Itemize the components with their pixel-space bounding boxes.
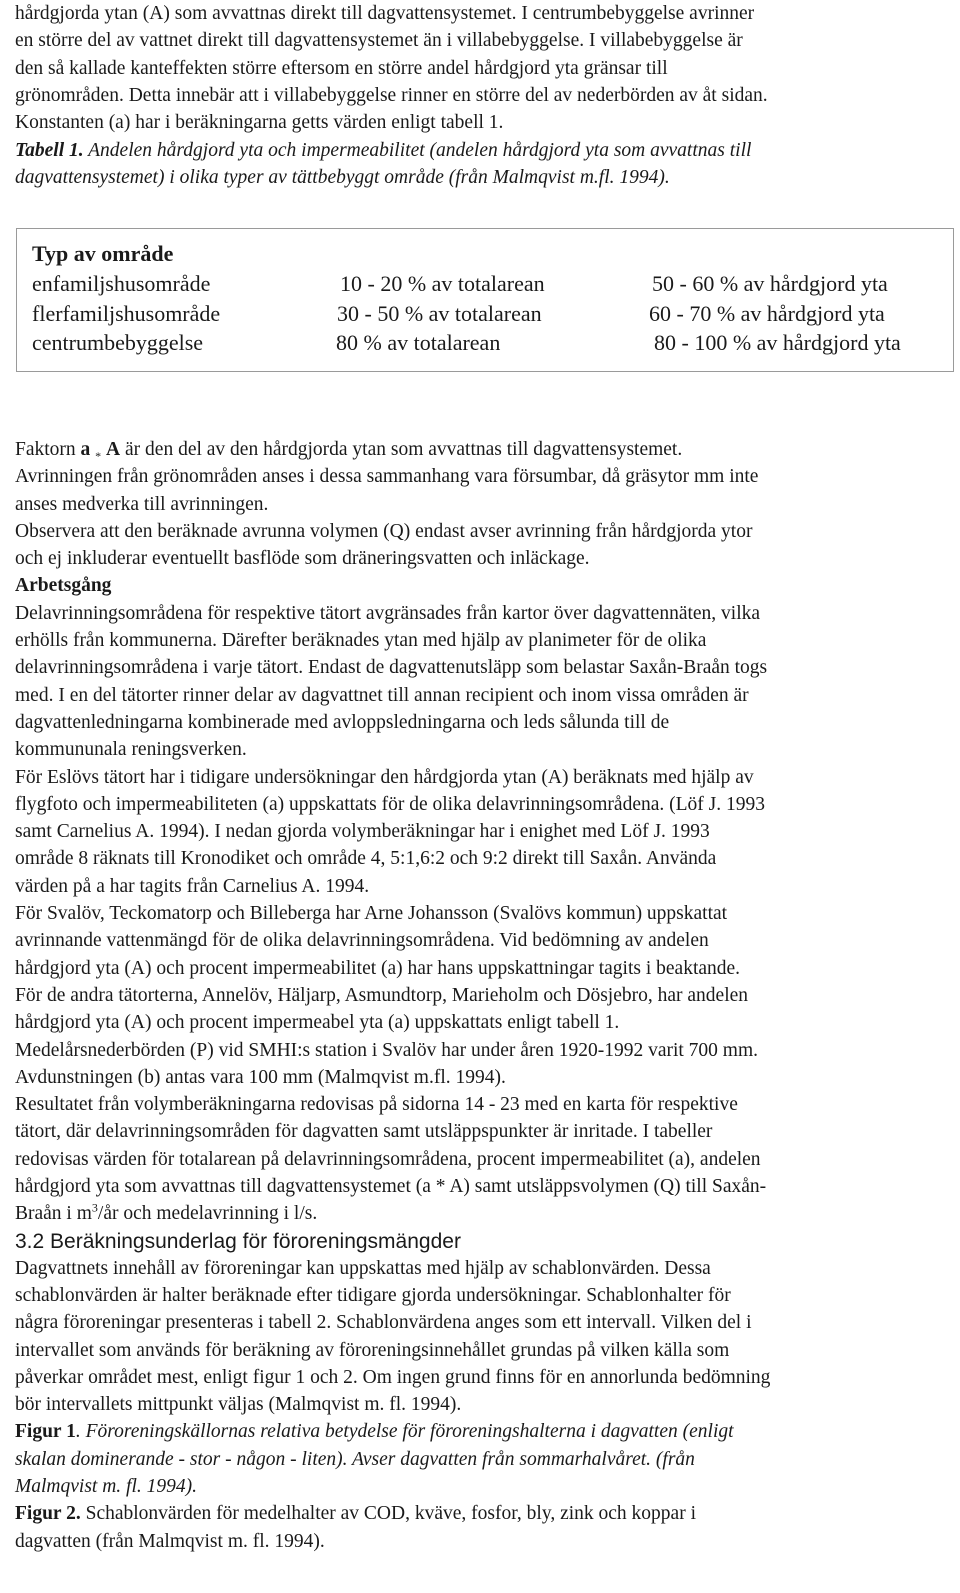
text-line: För Eslövs tätort har i tidigare undersökningar den hårdgjorda ytan (A) beräknats med hjälp av bbox=[15, 766, 754, 788]
text-line: Dagvattnets innehåll av föroreningar kan uppskattas med hjälp av schablonvärden. Dessa bbox=[15, 1257, 711, 1279]
body-text bbox=[15, 436, 945, 1555]
table-header: Typ av område bbox=[32, 241, 174, 266]
table-caption-text: dagvattensystemet) i olika typer av tättbebyggt område (från Malmqvist m.fl. 1994). bbox=[15, 167, 670, 189]
text-line: grönområden. Detta innebär att i villabebyggelse rinner en större del av nederbörden av åt sidan. bbox=[15, 84, 768, 106]
text-line: hårdgjord yta (A) och procent impermeabilitet (a) har hans uppskattningar tagits i beaktande. bbox=[15, 957, 741, 979]
factor-line: Faktorn a $_*$ A är den del av den hårdgjorda ytan som avvattnas till dagvattensystemet. bbox=[15, 439, 683, 463]
text-line: samt Carnelius A. 1994). I nedan gjorda volymberäkningar har i enighet med Löf J. 1993 bbox=[15, 821, 710, 843]
text-line: Braån i $m^3/år$ och medelavrinning i l/s. bbox=[15, 1200, 318, 1225]
text-line: Avdunstningen (b) antas vara 100 mm (Malmqvist m.fl. 1994). bbox=[15, 1066, 506, 1088]
section-heading: Arbetsgång bbox=[15, 575, 112, 597]
cell-hard: 60 - 70 % av hårdgjord yta bbox=[649, 301, 885, 326]
text-line: värden på a har tagits från Carnelius A. 1994. bbox=[15, 875, 370, 897]
text-line: hårdgjorda ytan (A) som avvattnas direkt till dagvattensystemet. I centrumbebyggelse avrinner bbox=[15, 3, 755, 24]
text-line: Konstanten (a) har i beräkningarna getts värden enligt tabell 1. bbox=[15, 112, 504, 134]
cell-area: 80 % av totalarean bbox=[336, 330, 501, 355]
cell-type: flerfamiljshusområde bbox=[32, 301, 221, 326]
text-line: För de andra tätorterna, Annelöv, Häljarp, Asmundtorp, Marieholm och Dösjebro, har andelen bbox=[15, 984, 749, 1006]
text-line: tätort, där delavrinningsområden för dagvatten samt utsläppspunkter är inritade. I tabeller bbox=[15, 1121, 713, 1143]
figure-caption: Figur 2. Schablonvärden för medelhalter av COD, kväve, fosfor, bly, zink och koppar i bbox=[15, 1503, 697, 1525]
text-line: flygfoto och impermeabiliteten (a) uppskattats för de olika delavrinningsområdena. (Löf J. 1993 bbox=[15, 793, 765, 815]
cell-type: centrumbebyggelse bbox=[32, 330, 204, 355]
text-line: område 8 räknats till Kronodiket och område 4, 5:1,6:2 och 9:2 direkt till Saxån. Använda bbox=[15, 848, 717, 870]
table-row bbox=[32, 330, 942, 358]
table-row bbox=[32, 301, 942, 329]
figure-caption: dagvatten (från Malmqvist m. fl. 1994). bbox=[15, 1530, 325, 1552]
text-line: anses medverka till avrinningen. bbox=[15, 493, 269, 515]
area-type-table bbox=[16, 228, 954, 372]
text-line: Medelårsnederbörden (P) vid SMHI:s station i Svalöv har under åren 1920-1992 varit 700 mm. bbox=[15, 1039, 759, 1061]
text-line: Delavrinningsområdena för respektive tätort avgränsades från kartor över dagvattennäten, vilka bbox=[15, 602, 761, 624]
text-line: redovisas värden för totalarean på delavrinningsområdena, procent impermeabilitet (a), andelen bbox=[15, 1148, 761, 1170]
cell-area: 10 - 20 % av totalarean bbox=[340, 271, 545, 296]
text-line: hårdgjord yta (A) och procent impermeabel yta (a) uppskattats enligt tabell 1. bbox=[15, 1012, 620, 1034]
text-line: För Svalöv, Teckomatorp och Billeberga har Arne Johansson (Svalövs kommun) uppskattat bbox=[15, 903, 728, 925]
text-line: kommununala reningsverken. bbox=[15, 739, 247, 761]
figure-caption: Malmqvist m. fl. 1994). bbox=[15, 1475, 197, 1497]
table-row bbox=[32, 271, 942, 299]
cell-area: 30 - 50 % av totalarean bbox=[337, 301, 542, 326]
text-line: erhölls från kommunerna. Därefter beräknades ytan med hjälp av planimeter för de olika bbox=[15, 630, 707, 652]
text-line: bör intervallets mittpunkt väljas (Malmqvist m. fl. 1994). bbox=[15, 1394, 462, 1416]
figure-caption: Figur 1. Föroreningskällornas relativa betydelse för föroreningshalterna i dagvatten (enligt bbox=[15, 1421, 734, 1443]
cell-hard: 80 - 100 % av hårdgjord yta bbox=[654, 330, 901, 355]
text-line: intervallet som används för beräkning av föroreningsinnehållet grundas på vilken källa som bbox=[15, 1339, 730, 1361]
section-heading: 3.2 Beräkningsunderlag för föroreningsmängder bbox=[15, 1229, 461, 1253]
figure-caption: skalan dominerande - stor - någon - liten). Avser dagvatten från sommarhalvåret. (från bbox=[15, 1448, 695, 1470]
table-caption-text: Andelen hårdgjord yta och impermeabilitet (andelen hårdgjord yta som avvattnas till bbox=[83, 140, 752, 161]
text-line: påverkar området mest, enligt figur 1 och 2. Om ingen grund finns för en annorlunda bedömning bbox=[15, 1366, 771, 1388]
text-line: delavrinningsområdena i varje tätort. Endast de dagvattenutsläpp som belastar Saxån-Braån togs bbox=[15, 657, 768, 679]
text-line: och ej inkluderar eventuellt basflöde som dräneringsvatten och inläckage. bbox=[15, 548, 590, 570]
text-line: med. I en del tätorter rinner delar av dagvattnet till annan recipient och inom vissa områden är bbox=[15, 684, 749, 706]
intro-paragraph bbox=[15, 0, 768, 136]
text-line: Avrinningen från grönområden anses i dessa sammanhang vara försumbar, då gräsytor mm inte bbox=[15, 466, 759, 488]
cell-type: enfamiljshusområde bbox=[32, 271, 211, 296]
text-line: en större del av vattnet direkt till dagvattensystemet än i villabebyggelse. I villabebyggelse är bbox=[15, 30, 743, 52]
cell-hard: 50 - 60 % av hårdgjord yta bbox=[652, 271, 888, 296]
table-caption-label: Tabell 1. bbox=[15, 140, 84, 161]
text-line: Resultatet från volymberäkningarna redovisas på sidorna 14 - 23 med en karta för respektive bbox=[15, 1094, 738, 1116]
text-line: schablonvärden är halter beräknade efter tidigare gjorda undersökningar. Schablonhalter för bbox=[15, 1284, 731, 1306]
text-line: avrinnande vattenmängd för de olika delavrinningsområdena. Vid bedömning av andelen bbox=[15, 930, 709, 952]
text-line: några föroreningar presenteras i tabell 2. Schablonvärdena anges som ett intervall. Vilken del i bbox=[15, 1312, 752, 1334]
text-line: dagvattenledningarna kombinerade med avloppsledningarna och leds sålunda till de bbox=[15, 711, 670, 733]
text-line: den så kallade kanteffekten större eftersom en större andel hårdgjord yta gränsar till bbox=[15, 57, 668, 79]
table-caption bbox=[15, 137, 751, 192]
text-line: hårdgjord yta som avvattnas till dagvattensystemet (a * A) samt utsläppsvolymen (Q) till Saxån- bbox=[15, 1176, 767, 1198]
text-line: Observera att den beräknade avrunna volymen (Q) endast avser avrinning från hårdgjorda ytor bbox=[15, 520, 753, 542]
